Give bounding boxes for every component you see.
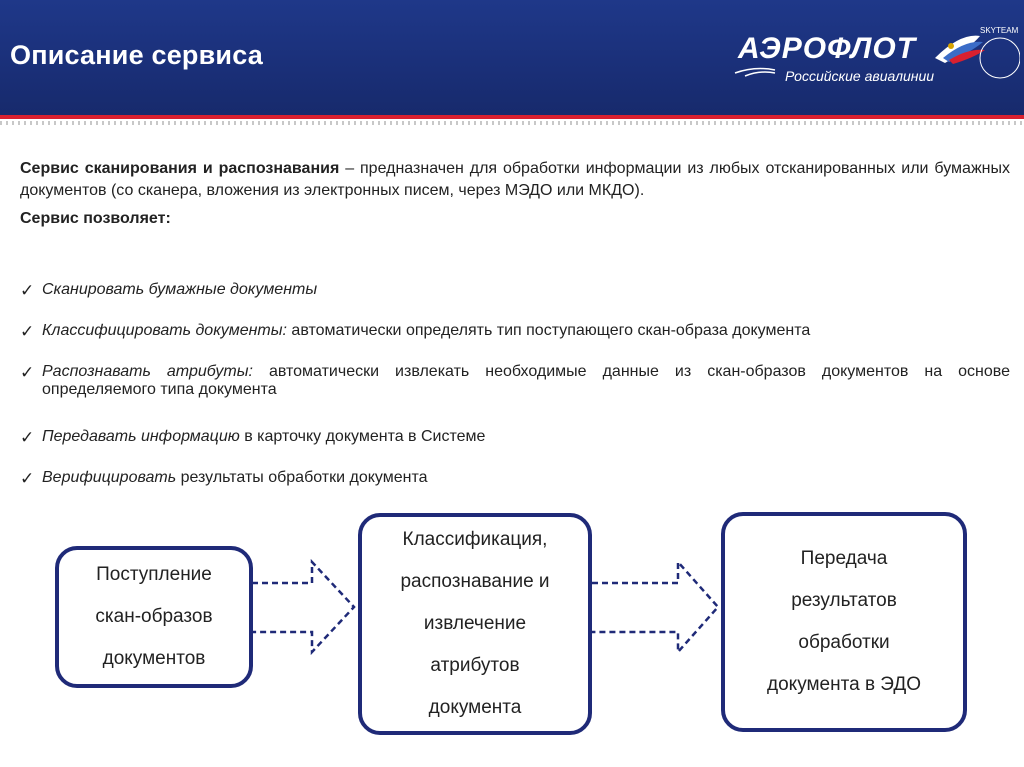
header-banner: [0, 0, 1024, 115]
step2-line: атрибутов: [430, 655, 520, 676]
flow-step-recognition: [358, 513, 592, 735]
checkmark-icon: ✓: [20, 322, 35, 341]
logo-subtitle: Российские авиалинии: [785, 68, 935, 84]
checkmark-icon: ✓: [20, 281, 35, 300]
flow-step-intake: [55, 546, 253, 688]
skyteam-badge: SKYTEAM: [980, 26, 1019, 35]
intro-text: – предназначен для обработки информации из любых отсканированных или бумажных документов (со сканера, вложения из электронных писем, через МЭДО или МКДО).: [20, 160, 1010, 199]
step2-line: распознавание и: [400, 571, 550, 592]
step1-line: скан-образов: [95, 606, 213, 627]
bullet-item: [20, 281, 1010, 301]
intro-paragraph: [20, 158, 1010, 202]
aeroflot-logo: [730, 18, 1020, 103]
checkmark-icon: ✓: [20, 469, 35, 488]
bullet-item: [20, 469, 1010, 489]
step2-line: документа: [428, 697, 522, 718]
step1-line: документов: [102, 648, 206, 669]
bullet-italic: Классифицировать документы:: [42, 322, 287, 339]
bullet-item: [20, 428, 1010, 448]
bullet-text: результаты обработки документа: [176, 469, 428, 486]
page-title: Описание сервиса: [10, 40, 263, 70]
step3-line: обработки: [798, 632, 890, 653]
arrow-step2-to-step3: [592, 562, 718, 652]
checkmark-icon: ✓: [20, 363, 35, 382]
bullet-text: автоматически определять тип поступающего скан-образа документа: [286, 322, 811, 339]
bullet-italic: Верифицировать: [42, 469, 177, 486]
checkmark-icon: ✓: [20, 428, 35, 447]
step3-line: Передача: [800, 548, 888, 569]
bullet-text: в карточку документа в Системе: [239, 428, 486, 445]
flow-step-transfer: [721, 512, 967, 732]
intro-bold-lead: Сервис сканирования и распознавания: [20, 160, 340, 177]
bullet-italic: Передавать информацию: [42, 428, 240, 445]
arrow-step1-to-step2: [252, 562, 354, 652]
bullet-item: [20, 322, 1010, 342]
step3-line: документа в ЭДО: [767, 674, 921, 695]
allows-heading: Сервис позволяет:: [20, 210, 171, 227]
bullet-italic: Распознавать атрибуты:: [42, 363, 253, 380]
bullet-text: автоматически извлекать необходимые данные из скан-образов документов на основе определяемого типа документа: [42, 363, 1011, 398]
header-divider-dotted: [0, 121, 1024, 125]
step1-line: Поступление: [96, 564, 212, 585]
bullet-item: [20, 363, 1010, 399]
step3-line: результатов: [791, 590, 897, 611]
step2-line: извлечение: [423, 613, 527, 634]
step2-line: Классификация,: [402, 529, 548, 550]
content-area: [20, 158, 1010, 230]
logo-wordmark: АЭРОФЛОТ: [738, 32, 917, 65]
bullet-italic: Сканировать бумажные документы: [42, 281, 318, 298]
